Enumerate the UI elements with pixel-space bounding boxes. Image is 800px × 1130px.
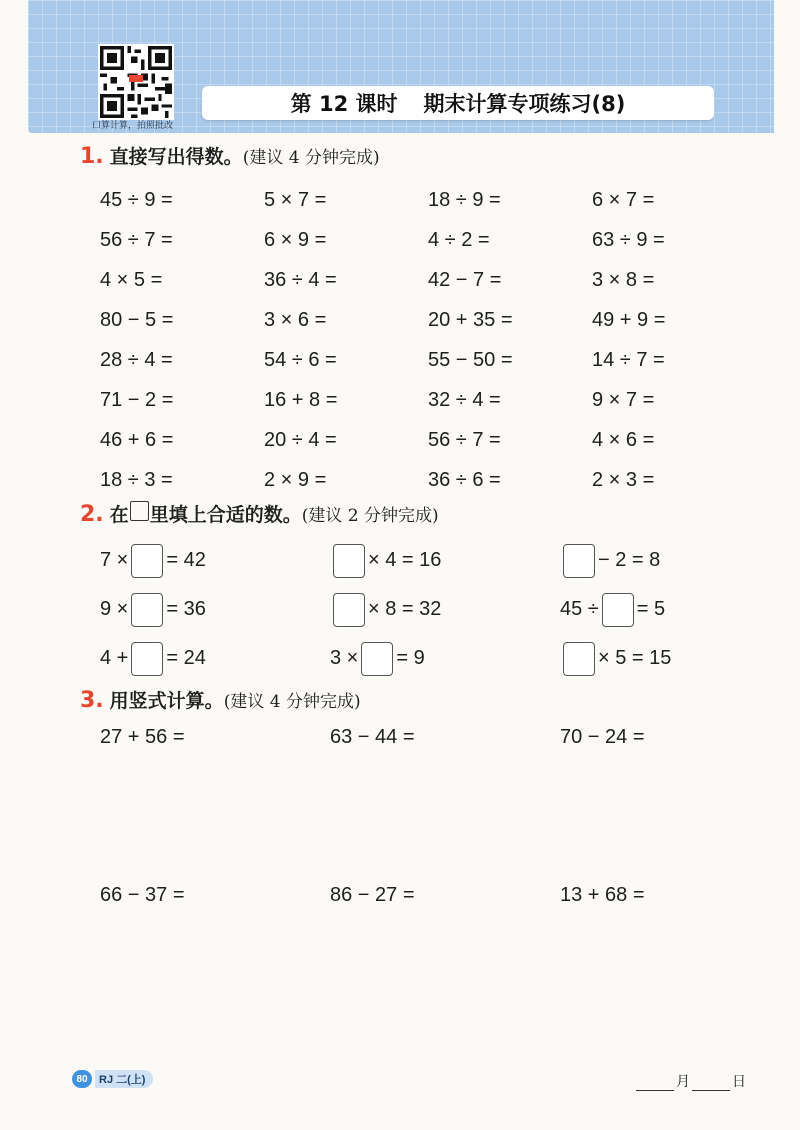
oral-problem: 6 × 9 = [264, 228, 327, 251]
oral-problem: 18 ÷ 3 = [100, 468, 173, 491]
fill-row [100, 536, 720, 585]
fill-problem [330, 642, 560, 676]
fill-problem [330, 544, 560, 578]
section-3-hint: (建议 4 分钟完成) [223, 692, 361, 712]
oral-problem: 5 × 7 = [264, 188, 327, 211]
oral-problem: 16 + 8 = [264, 388, 338, 411]
footer-page-info [72, 1070, 153, 1088]
page-title [202, 86, 714, 120]
expression-before: 4 + [100, 647, 129, 669]
section-2-hint: (建议 2 分钟完成) [301, 506, 439, 526]
oral-problem: 63 ÷ 9 = [592, 228, 665, 251]
expression-after: = 36 [166, 598, 206, 620]
oral-problem: 9 × 7 = [592, 388, 655, 411]
expression-before: 45 ÷ [560, 598, 599, 620]
answer-box[interactable] [131, 544, 163, 578]
answer-box[interactable] [333, 544, 365, 578]
section-1-number: 1. [80, 144, 104, 169]
section-3-number: 3. [80, 688, 104, 713]
expression-after: = 5 [636, 598, 666, 620]
section-1-title: 直接写出得数。 [109, 146, 243, 168]
qr-caption: 口算计算，拍照批改 [92, 120, 174, 130]
oral-problem: 56 ÷ 7 = [100, 228, 173, 251]
fill-row [100, 585, 720, 634]
fill-row [100, 634, 720, 683]
oral-problem: 42 − 7 = [428, 268, 502, 291]
answer-box[interactable] [333, 593, 365, 627]
oral-problem: 80 − 5 = [100, 308, 174, 331]
oral-problem: 46 + 6 = [100, 428, 174, 451]
section-2-title-pre: 在 [109, 504, 129, 526]
page-number: 80 [72, 1070, 92, 1088]
expression-before: 9 × [100, 598, 129, 620]
oral-problem: 20 + 35 = [428, 308, 513, 331]
oral-problem: 32 ÷ 4 = [428, 388, 501, 411]
expression-before: 3 × [330, 647, 359, 669]
vertical-problem: 70 − 24 = [560, 726, 645, 748]
answer-box[interactable] [602, 593, 634, 627]
section-3-row-1 [100, 726, 720, 749]
oral-problem: 71 − 2 = [100, 388, 174, 411]
oral-problem: 28 ÷ 4 = [100, 348, 173, 371]
oral-problem: 45 ÷ 9 = [100, 188, 173, 211]
answer-box[interactable] [361, 642, 393, 676]
answer-box[interactable] [131, 593, 163, 627]
fill-problem [560, 642, 671, 676]
date-field [634, 1071, 746, 1091]
month-label: 月 [676, 1073, 690, 1089]
vertical-problem: 13 + 68 = [560, 884, 645, 906]
expression-after: × 4 = 16 [368, 549, 442, 571]
oral-problem: 3 × 8 = [592, 268, 655, 291]
expression-after: = 24 [166, 647, 206, 669]
section-3-row-2 [100, 884, 720, 907]
lesson-label: 第 12 课时 [290, 92, 398, 116]
fill-problem [100, 642, 330, 676]
section-2-number: 2. [80, 502, 104, 527]
section-1-problems [100, 180, 720, 500]
oral-problem: 36 ÷ 4 = [264, 268, 337, 291]
vertical-problem: 86 − 27 = [330, 884, 415, 906]
answer-box[interactable] [131, 642, 163, 676]
oral-problem: 6 × 7 = [592, 188, 655, 211]
oral-problem: 18 ÷ 9 = [428, 188, 501, 211]
expression-after: − 2 = 8 [598, 549, 661, 571]
vertical-problem: 63 − 44 = [330, 726, 415, 748]
day-blank[interactable] [692, 1076, 730, 1091]
blank-box-icon [130, 501, 149, 521]
section-2-problems [100, 536, 720, 683]
oral-problem: 56 ÷ 7 = [428, 428, 501, 451]
oral-problem: 2 × 9 = [264, 468, 327, 491]
oral-problem: 4 ÷ 2 = [428, 228, 490, 251]
expression-after: × 5 = 15 [598, 647, 672, 669]
expression-after: × 8 = 32 [368, 598, 442, 620]
oral-problem: 14 ÷ 7 = [592, 348, 665, 371]
answer-box[interactable] [563, 544, 595, 578]
fill-problem [100, 544, 330, 578]
oral-problem: 4 × 6 = [592, 428, 655, 451]
oral-problem: 4 × 5 = [100, 268, 163, 291]
oral-problem: 36 ÷ 6 = [428, 468, 501, 491]
section-1-hint: (建议 4 分钟完成) [242, 148, 380, 168]
oral-problem: 49 + 9 = [592, 308, 666, 331]
fill-problem [560, 544, 660, 578]
oral-problem: 55 − 50 = [428, 348, 513, 371]
vertical-problem: 27 + 56 = [100, 726, 185, 748]
section-3-title: 用竖式计算。 [109, 690, 224, 712]
section-3-heading [80, 686, 361, 713]
section-1-heading [80, 142, 380, 169]
oral-problem: 20 ÷ 4 = [264, 428, 337, 451]
fill-problem [330, 593, 560, 627]
oral-problem: 2 × 3 = [592, 468, 655, 491]
expression-before: 7 × [100, 549, 129, 571]
day-label: 日 [732, 1073, 746, 1089]
oral-problem: 3 × 6 = [264, 308, 327, 331]
fill-problem [560, 593, 665, 627]
section-2-title-post: 里填上合适的数。 [149, 504, 302, 526]
section-2-heading [80, 500, 439, 527]
title-text: 期末计算专项练习(8) [423, 92, 626, 116]
edition-label: RJ 二(上) [95, 1070, 153, 1088]
oral-problem: 54 ÷ 6 = [264, 348, 337, 371]
fill-problem [100, 593, 330, 627]
month-blank[interactable] [636, 1076, 674, 1091]
expression-after: = 9 [396, 647, 425, 669]
expression-after: = 42 [166, 549, 206, 571]
answer-box[interactable] [563, 642, 595, 676]
vertical-problem: 66 − 37 = [100, 884, 185, 906]
qr-code-icon[interactable] [98, 44, 174, 120]
